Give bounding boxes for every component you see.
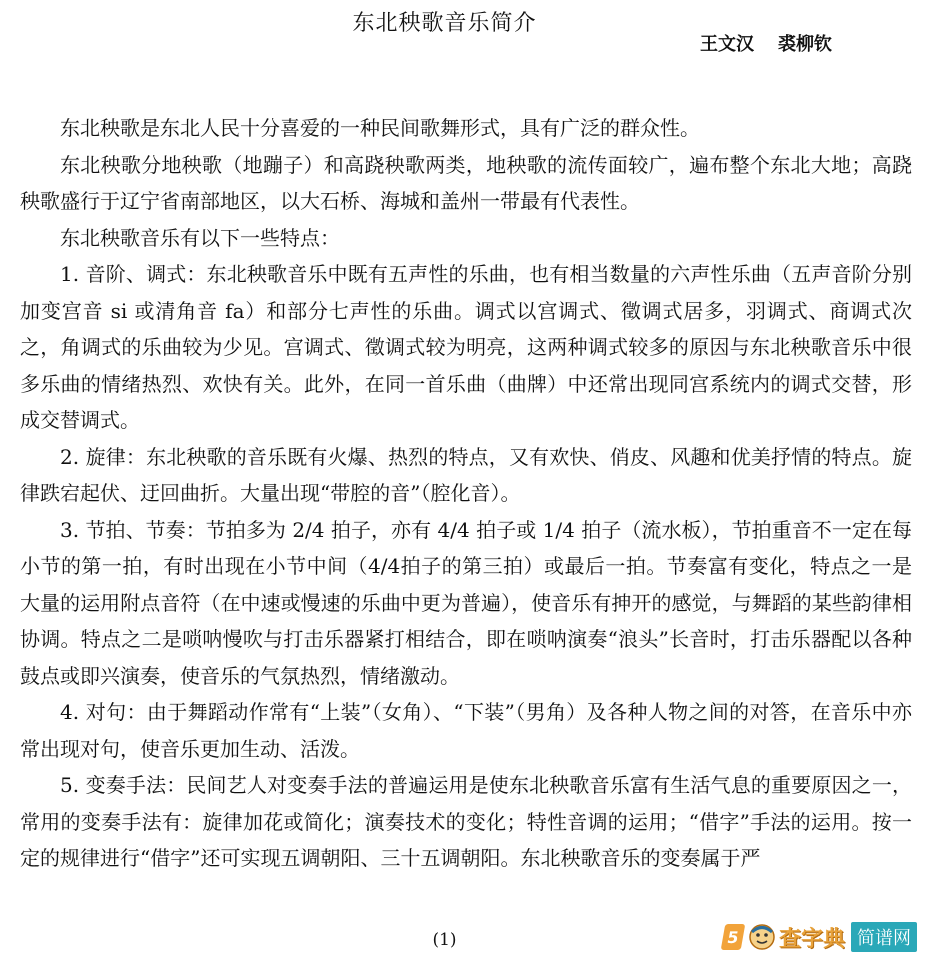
page-number: (1) — [432, 930, 457, 950]
author-name: 裘柳钦 — [778, 34, 832, 55]
paragraph: 东北秧歌分地秧歌（地蹦子）和高跷秧歌两类，地秧歌的流传面较广，遍布整个东北大地；高跷秧歌盛行于辽宁省南部地区，以大石桥、海城和盖州一带最有代表性。 — [20, 152, 912, 213]
page-title: 东北秧歌音乐简介 — [352, 11, 537, 36]
paragraph: 5. 变奏手法：民间艺人对变奏手法的普遍运用是使东北秧歌音乐富有生活气息的重要原因之一，常用的变奏手法有：旋律加花或简化；演奏技术的变化；特性音调的运用；“借字”手法的运用。按一定的规律进行“借字”还可实现五调朝阳、三十五调朝阳。东北秧歌音乐的变奏属于严 — [20, 773, 912, 870]
paragraph: 东北秧歌是东北人民十分喜爱的一种民间歌舞形式，具有广泛的群众性。 — [60, 116, 700, 140]
watermark-brand: 查字典 — [779, 926, 846, 952]
paragraph: 2. 旋律：东北秧歌的音乐既有火爆、热烈的特点，又有欢快、俏皮、风趣和优美抒情的特点。旋律跌宕起伏、迂回曲折。大量出现“带腔的音”（腔化音）。 — [20, 444, 912, 505]
paragraph: 1. 音阶、调式：东北秧歌音乐中既有五声性的乐曲，也有相当数量的六声性乐曲（五声音阶分别加变宫音 si 或清角音 fa）和部分七声性的乐曲。调式以宫调式、徵调式居多，羽调式、商调式次之，角调式的乐曲较为少见。宫调式、徵调式较为明亮，这两种调式较多的原因与东北秧歌音乐中很多乐曲的情绪热烈、欢快有关。此外，在同一首乐曲（曲牌）中还常出现同宫系统内的调式交替，形成交替调式。 — [20, 262, 912, 432]
paragraph: 3. 节拍、节奏：节拍多为 2/4 拍子，亦有 4/4 拍子或 1/4 拍子（流水板），节拍重音不一定在每小节的第一拍，有时出现在小节中间（4/4拍子的第三拍）或最后一拍。节奏富有变化，特点之一是大量的运用附点音符（在中速或慢速的乐曲中更为普遍），使音乐有抻开的感觉，与舞蹈的某些韵律相协调。特点之二是唢呐慢吹与打击乐器紧打相结合，即在唢呐演奏“浪头”长音时，打击乐器配以各种鼓点或即兴演奏，使音乐的气氛热烈，情绪激动。 — [20, 517, 912, 688]
author-name: 王文汉 — [700, 34, 754, 55]
watermark-label: 简谱网 — [851, 922, 917, 952]
author-line — [700, 30, 856, 56]
watermark-badge: 5 — [721, 924, 746, 950]
article-body — [20, 110, 912, 877]
paragraph: 东北秧歌音乐有以下一些特点： — [60, 225, 340, 250]
paragraph: 4. 对句：由于舞蹈动作常有“上装”（女角）、“下装”（男角）及各种人物之间的对答，在音乐中亦常出现对句，使音乐更加生动、活泼。 — [20, 700, 912, 761]
mascot-face-icon — [747, 922, 777, 952]
site-watermark — [723, 920, 923, 954]
